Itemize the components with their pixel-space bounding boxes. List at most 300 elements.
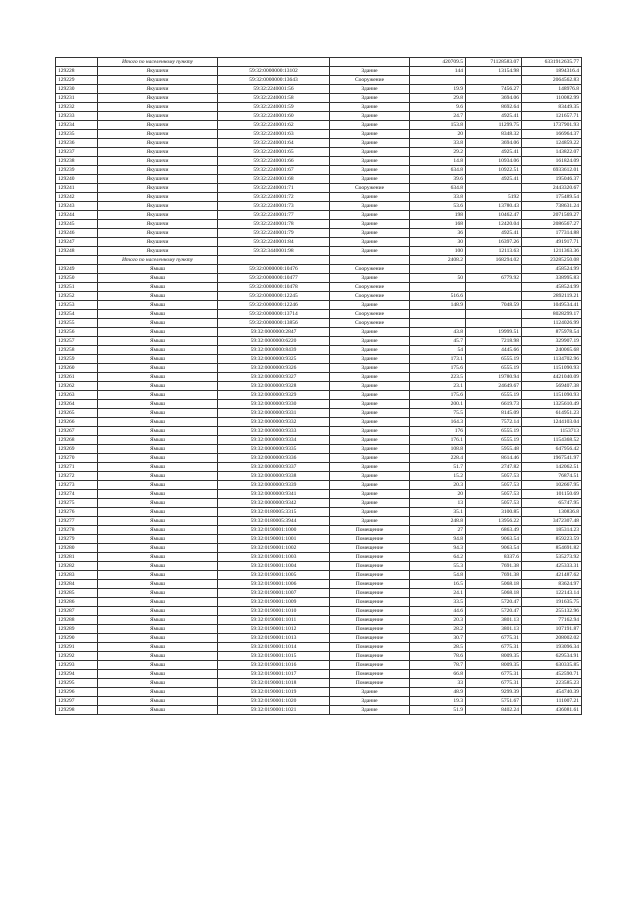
cadastral-value-cell: 4445.66	[466, 346, 522, 355]
row-id-cell: 129272	[56, 472, 98, 481]
cadastral-value-cell: 8614.46	[466, 454, 522, 463]
total-value-cell: 121657.71	[522, 112, 582, 121]
cadastral-number-cell: 59:32:2240001:66	[218, 157, 330, 166]
total-value-cell: 111007.21	[522, 697, 582, 706]
settlement-cell: Ямыш	[98, 346, 218, 355]
cadastral-value-cell: 19780.94	[466, 373, 522, 382]
object-type-cell: Здание	[330, 94, 410, 103]
object-type-cell: Помещение	[330, 661, 410, 670]
row-id-cell: 129292	[56, 652, 98, 661]
area-cell: 30.7	[410, 634, 466, 643]
table-row	[56, 517, 582, 526]
total-value-cell: 1134702.96	[522, 355, 582, 364]
table-row	[56, 634, 582, 643]
settlement-cell: Якушичи	[98, 193, 218, 202]
table-row	[56, 364, 582, 373]
summary-row	[56, 58, 582, 67]
object-type-cell: Здание	[330, 139, 410, 148]
cadastral-number-cell: 59:32:0000000:12245	[218, 292, 330, 301]
cadastral-number-cell: 59:32:0190001:1016	[218, 661, 330, 670]
total-value-cell: 110082.99	[522, 94, 582, 103]
total-value-cell: 142062.51	[522, 463, 582, 472]
cadastral-value-cell: 6555.19	[466, 427, 522, 436]
row-id-cell: 129296	[56, 688, 98, 697]
cadastral-number-cell: 59:32:0190001:1012	[218, 625, 330, 634]
row-id-cell: 129290	[56, 634, 98, 643]
settlement-cell: Ямыш	[98, 274, 218, 283]
total-value-cell: 166964.37	[522, 130, 582, 139]
cadastral-value-cell: 8402.24	[466, 706, 522, 715]
cadastral-number-cell: 59:32:0190001:1001	[218, 535, 330, 544]
area-cell: 634.8	[410, 166, 466, 175]
object-type-cell: Здание	[330, 373, 410, 382]
total-value-cell: 185314.23	[522, 526, 582, 535]
cadastral-value-cell: 10934.06	[466, 157, 522, 166]
row-id-cell: 129260	[56, 364, 98, 373]
cadastral-number-cell: 59:32:0000000:9337	[218, 463, 330, 472]
area-cell: 24.7	[410, 112, 466, 121]
object-type-cell: Помещение	[330, 652, 410, 661]
object-type-cell: Здание	[330, 382, 410, 391]
settlement-cell: Ямыш	[98, 454, 218, 463]
area-cell: 36	[410, 229, 466, 238]
table-row	[56, 472, 582, 481]
object-type-cell: Сооружение	[330, 76, 410, 85]
cadastral-number-cell: 59:32:0000000:10478	[218, 283, 330, 292]
row-id-cell: 129228	[56, 67, 98, 76]
row-id-cell: 129249	[56, 265, 98, 274]
area-cell: 29.2	[410, 148, 466, 157]
cadastral-value-cell: 13154.98	[466, 67, 522, 76]
total-value-cell: 130836.8	[522, 508, 582, 517]
object-type-cell: Здание	[330, 364, 410, 373]
cadastral-number-cell: 59:32:0000000:9333	[218, 427, 330, 436]
area-cell: 176.1	[410, 436, 466, 445]
table-row	[56, 346, 582, 355]
settlement-cell: Ямыш	[98, 526, 218, 535]
cadastral-value-cell: 7691.38	[466, 571, 522, 580]
table-row	[56, 301, 582, 310]
total-value-cell: 1153713	[522, 427, 582, 436]
cadastral-value-cell: 6779.92	[466, 274, 522, 283]
area-cell: 16.5	[410, 580, 466, 589]
settlement-cell: Якушичи	[98, 94, 218, 103]
total-value-cell: 1244103.04	[522, 418, 582, 427]
empty-cell	[218, 256, 330, 265]
cadastral-value-cell: 5068.18	[466, 580, 522, 589]
settlement-cell: Якушичи	[98, 67, 218, 76]
settlement-cell: Ямыш	[98, 562, 218, 571]
cadastral-value-cell: 6555.19	[466, 391, 522, 400]
object-type-cell: Помещение	[330, 580, 410, 589]
cadastral-value-cell: 5720.47	[466, 607, 522, 616]
total-value-cell: 223585.23	[522, 679, 582, 688]
area-cell: 29.8	[410, 94, 466, 103]
area-cell: 50	[410, 274, 466, 283]
cadastral-value-cell: 4925.41	[466, 229, 522, 238]
cadastral-number-cell: 59:32:0000000:13102	[218, 67, 330, 76]
empty-cell	[218, 58, 330, 67]
cadastral-number-cell: 59:32:0190001:1014	[218, 643, 330, 652]
table-row	[56, 562, 582, 571]
area-cell: 27	[410, 526, 466, 535]
area-cell: 54.8	[410, 571, 466, 580]
cadastral-number-cell: 59:32:0000000:9332	[218, 418, 330, 427]
cadastral-number-cell: 59:32:0190001:1006	[218, 580, 330, 589]
cadastral-value-cell: 4925.41	[466, 148, 522, 157]
settlement-cell: Ямыш	[98, 652, 218, 661]
table-row	[56, 382, 582, 391]
settlement-cell: Ямыш	[98, 400, 218, 409]
row-id-cell: 129247	[56, 238, 98, 247]
object-type-cell: Здание	[330, 229, 410, 238]
cadastral-number-cell: 59:32:0190001:1010	[218, 607, 330, 616]
area-cell: 94.8	[410, 535, 466, 544]
cadastral-value-cell: 8009.35	[466, 661, 522, 670]
area-cell	[410, 283, 466, 292]
total-value-cell: 65747.95	[522, 499, 582, 508]
cadastral-number-cell: 59:32:0190001:1009	[218, 598, 330, 607]
total-value-cell: 107191.87	[522, 625, 582, 634]
row-id-cell: 129280	[56, 544, 98, 553]
table-row	[56, 265, 582, 274]
object-type-cell: Сооружение	[330, 310, 410, 319]
total-value-cell: 454740.39	[522, 688, 582, 697]
table-row	[56, 607, 582, 616]
row-id-cell: 129238	[56, 157, 98, 166]
table-row	[56, 625, 582, 634]
area-cell: 14.8	[410, 157, 466, 166]
table-row	[56, 94, 582, 103]
table-row	[56, 427, 582, 436]
object-type-cell: Помещение	[330, 616, 410, 625]
settlement-cell: Ямыш	[98, 292, 218, 301]
total-value-cell: 458524.99	[522, 283, 582, 292]
area-cell: 43.8	[410, 328, 466, 337]
cadastral-value-cell: 12420.04	[466, 220, 522, 229]
row-id-cell: 129233	[56, 112, 98, 121]
total-value-cell: 177314.88	[522, 229, 582, 238]
total-value-cell: 83449.35	[522, 103, 582, 112]
cadastral-value-cell: 8009.35	[466, 652, 522, 661]
row-id-cell: 129258	[56, 346, 98, 355]
object-type-cell: Помещение	[330, 553, 410, 562]
table-row	[56, 526, 582, 535]
settlement-cell: Ямыш	[98, 382, 218, 391]
table-row	[56, 148, 582, 157]
settlement-cell: Ямыш	[98, 697, 218, 706]
table-row	[56, 661, 582, 670]
row-id-cell: 129231	[56, 94, 98, 103]
row-id-cell: 129259	[56, 355, 98, 364]
row-id-cell: 129244	[56, 211, 98, 220]
row-id-cell: 129276	[56, 508, 98, 517]
cadastral-value-cell: 19999.51	[466, 328, 522, 337]
table-row	[56, 706, 582, 715]
cadastral-number-cell: 59:32:0000000:9341	[218, 490, 330, 499]
object-type-cell: Здание	[330, 121, 410, 130]
area-cell: 176	[410, 427, 466, 436]
object-type-cell: Помещение	[330, 589, 410, 598]
table-row	[56, 175, 582, 184]
area-cell: 75.5	[410, 409, 466, 418]
area-cell: 20.3	[410, 481, 466, 490]
total-value-cell: 1894316.4	[522, 67, 582, 76]
object-type-cell: Здание	[330, 409, 410, 418]
row-id-cell: 129245	[56, 220, 98, 229]
area-cell: 39.6	[410, 175, 466, 184]
area-cell: 51.7	[410, 463, 466, 472]
empty-cell	[56, 256, 98, 265]
area-cell: 33	[410, 679, 466, 688]
cadastral-value-cell: 6775.31	[466, 670, 522, 679]
cadastral-number-cell: 59:32:2240001:60	[218, 112, 330, 121]
cadastral-number-cell: 59:32:2240001:73	[218, 202, 330, 211]
area-cell: 248.8	[410, 517, 466, 526]
total-value-cell: 458524.99	[522, 265, 582, 274]
cadastral-value-cell	[466, 76, 522, 85]
cadastral-number-cell: 59:32:0000000:13643	[218, 76, 330, 85]
row-id-cell: 129281	[56, 553, 98, 562]
cadastral-number-cell: 59:32:0190001:1004	[218, 562, 330, 571]
area-cell: 153.8	[410, 121, 466, 130]
row-id-cell: 129243	[56, 202, 98, 211]
cadastral-value-cell: 7048.59	[466, 301, 522, 310]
table-row	[56, 130, 582, 139]
area-cell: 78.7	[410, 661, 466, 670]
settlement-cell: Ямыш	[98, 436, 218, 445]
row-id-cell: 129274	[56, 490, 98, 499]
area-cell	[410, 265, 466, 274]
cadastral-number-cell: 59:32:0000000:9336	[218, 454, 330, 463]
area-cell: 66.8	[410, 670, 466, 679]
object-type-cell: Помещение	[330, 544, 410, 553]
table-row	[56, 274, 582, 283]
cadastral-value-cell: 6555.19	[466, 436, 522, 445]
cadastral-value-cell	[466, 265, 522, 274]
cadastral-value-cell: 6775.31	[466, 634, 522, 643]
cadastral-value-cell: 5955.48	[466, 445, 522, 454]
cadastral-value-cell: 71128583.07	[466, 58, 522, 67]
row-id-cell: 129266	[56, 418, 98, 427]
cadastral-number-cell: 59:32:0190001:1017	[218, 670, 330, 679]
settlement-cell: Ямыш	[98, 544, 218, 553]
total-value-cell: 2086567.27	[522, 220, 582, 229]
row-id-cell: 129256	[56, 328, 98, 337]
row-id-cell: 129298	[56, 706, 98, 715]
cadastral-value-cell: 8692.64	[466, 103, 522, 112]
area-cell: 175.6	[410, 364, 466, 373]
cadastral-value-cell: 8348.32	[466, 130, 522, 139]
object-type-cell: Здание	[330, 274, 410, 283]
cadastral-number-cell: 59:32:0000000:9325	[218, 355, 330, 364]
object-type-cell: Здание	[330, 220, 410, 229]
row-id-cell: 129277	[56, 517, 98, 526]
cadastral-number-cell: 59:32:0000000:9342	[218, 499, 330, 508]
row-id-cell: 129271	[56, 463, 98, 472]
table-row	[56, 328, 582, 337]
cadastral-value-cell: 13956.22	[466, 517, 522, 526]
object-type-cell: Здание	[330, 103, 410, 112]
table-row	[56, 85, 582, 94]
cadastral-value-cell	[466, 292, 522, 301]
cadastral-number-cell: 59:32:0190001:1011	[218, 616, 330, 625]
table-row	[56, 238, 582, 247]
area-cell	[410, 76, 466, 85]
total-value-cell: 338995.83	[522, 274, 582, 283]
settlement-cell: Ямыш	[98, 301, 218, 310]
object-type-cell: Здание	[330, 418, 410, 427]
row-id-cell: 129269	[56, 445, 98, 454]
row-id-cell: 129263	[56, 391, 98, 400]
cadastral-value-cell: 4925.41	[466, 112, 522, 121]
object-type-cell: Здание	[330, 481, 410, 490]
cadastral-number-cell: 59:32:0000000:13856	[218, 319, 330, 328]
object-type-cell: Здание	[330, 706, 410, 715]
cadastral-number-cell: 59:32:2240001:58	[218, 94, 330, 103]
cadastral-number-cell: 59:32:2240001:59	[218, 103, 330, 112]
area-cell: 19.3	[410, 697, 466, 706]
settlement-cell: Ямыш	[98, 706, 218, 715]
area-cell: 516.6	[410, 292, 466, 301]
cadastral-number-cell: 59:32:0000000:9334	[218, 436, 330, 445]
cadastral-value-cell	[466, 184, 522, 193]
cadastral-number-cell: 59:32:2240001:67	[218, 166, 330, 175]
row-id-cell: 129270	[56, 454, 98, 463]
row-id-cell: 129284	[56, 580, 98, 589]
total-value-cell: 647956.42	[522, 445, 582, 454]
area-cell: 164.3	[410, 418, 466, 427]
area-cell: 20	[410, 490, 466, 499]
table-row	[56, 652, 582, 661]
object-type-cell: Здание	[330, 238, 410, 247]
row-id-cell: 129287	[56, 607, 98, 616]
object-type-cell: Здание	[330, 166, 410, 175]
table-row	[56, 319, 582, 328]
object-type-cell: Здание	[330, 445, 410, 454]
total-value-cell: 630335.85	[522, 661, 582, 670]
settlement-cell: Якушичи	[98, 139, 218, 148]
settlement-cell: Ямыш	[98, 535, 218, 544]
table-row	[56, 571, 582, 580]
row-id-cell: 129241	[56, 184, 98, 193]
settlement-cell: Ямыш	[98, 337, 218, 346]
cadastral-number-cell: 59:32:0190001:1015	[218, 652, 330, 661]
row-id-cell: 129261	[56, 373, 98, 382]
object-type-cell: Здание	[330, 517, 410, 526]
settlement-cell: Ямыш	[98, 481, 218, 490]
table-row	[56, 229, 582, 238]
area-cell: 15.2	[410, 472, 466, 481]
total-value-cell: 854691.82	[522, 544, 582, 553]
total-value-cell: 1124026.99	[522, 319, 582, 328]
row-id-cell: 129255	[56, 319, 98, 328]
settlement-cell: Ямыш	[98, 598, 218, 607]
row-id-cell: 129251	[56, 283, 98, 292]
cadastral-number-cell: 59:32:2240001:79	[218, 229, 330, 238]
total-value-cell: 76874.51	[522, 472, 582, 481]
row-id-cell: 129264	[56, 400, 98, 409]
object-type-cell: Сооружение	[330, 292, 410, 301]
area-cell: 175.6	[410, 391, 466, 400]
cadastral-number-cell: 59:32:2240001:64	[218, 139, 330, 148]
settlement-cell: Ямыш	[98, 373, 218, 382]
cadastral-number-cell: 59:32:2240001:65	[218, 148, 330, 157]
cadastral-number-cell: 59:32:0190001:1005	[218, 571, 330, 580]
cadastral-value-cell: 3100.85	[466, 508, 522, 517]
row-id-cell: 129297	[56, 697, 98, 706]
area-cell: 30	[410, 238, 466, 247]
area-cell: 20	[410, 130, 466, 139]
table-row	[56, 292, 582, 301]
settlement-cell: Ямыш	[98, 508, 218, 517]
row-id-cell: 129273	[56, 481, 98, 490]
settlement-cell: Ямыш	[98, 463, 218, 472]
settlement-cell: Якушичи	[98, 202, 218, 211]
settlement-cell: Ямыш	[98, 616, 218, 625]
settlement-cell: Ямыш	[98, 517, 218, 526]
cadastral-value-cell: 5057.53	[466, 490, 522, 499]
total-value-cell: 738631.24	[522, 202, 582, 211]
row-id-cell: 129288	[56, 616, 98, 625]
settlement-cell: Ямыш	[98, 310, 218, 319]
cadastral-number-cell: 59:32:0190001:1003	[218, 553, 330, 562]
table-row	[56, 499, 582, 508]
total-value-cell: 1151090.93	[522, 364, 582, 373]
object-type-cell: Помещение	[330, 571, 410, 580]
cadastral-number-cell: 59:32:0000000:2847	[218, 328, 330, 337]
cadastral-value-cell: 5192	[466, 193, 522, 202]
total-value-cell: 2064562.83	[522, 76, 582, 85]
settlement-cell: Якушичи	[98, 166, 218, 175]
cadastral-number-cell: 59:32:2240001:84	[218, 238, 330, 247]
settlement-cell: Ямыш	[98, 670, 218, 679]
cadastral-number-cell: 59:32:2240001:71	[218, 184, 330, 193]
total-value-cell: 329907.19	[522, 337, 582, 346]
area-cell: 420709.5	[410, 58, 466, 67]
object-type-cell: Сооружение	[330, 184, 410, 193]
row-id-cell: 129242	[56, 193, 98, 202]
settlement-cell: Якушичи	[98, 229, 218, 238]
total-value-cell: 255132.96	[522, 607, 582, 616]
settlement-cell: Якушичи	[98, 76, 218, 85]
cadastral-value-cell: 3694.06	[466, 139, 522, 148]
area-cell: 33.5	[410, 598, 466, 607]
cadastral-number-cell: 59:32:0190001:1013	[218, 634, 330, 643]
table-row	[56, 598, 582, 607]
row-id-cell: 129291	[56, 643, 98, 652]
cadastral-value-cell: 5057.53	[466, 499, 522, 508]
row-id-cell: 129232	[56, 103, 98, 112]
row-id-cell: 129295	[56, 679, 98, 688]
object-type-cell: Здание	[330, 463, 410, 472]
cadastral-value-cell: 13780.43	[466, 202, 522, 211]
cadastral-number-cell: 59:32:0000000:8439	[218, 346, 330, 355]
cadastral-value-cell: 9063.54	[466, 535, 522, 544]
total-value-cell: 143822.07	[522, 148, 582, 157]
table-row	[56, 67, 582, 76]
table-row	[56, 220, 582, 229]
cadastral-value-cell: 6555.19	[466, 364, 522, 373]
cadastral-value-cell: 12113.63	[466, 247, 522, 256]
table-row	[56, 616, 582, 625]
empty-cell	[330, 58, 410, 67]
settlement-cell: Якушичи	[98, 103, 218, 112]
row-id-cell: 129268	[56, 436, 98, 445]
total-value-cell: 535273.92	[522, 553, 582, 562]
total-value-cell: 124859.22	[522, 139, 582, 148]
settlement-cell: Якушичи	[98, 220, 218, 229]
